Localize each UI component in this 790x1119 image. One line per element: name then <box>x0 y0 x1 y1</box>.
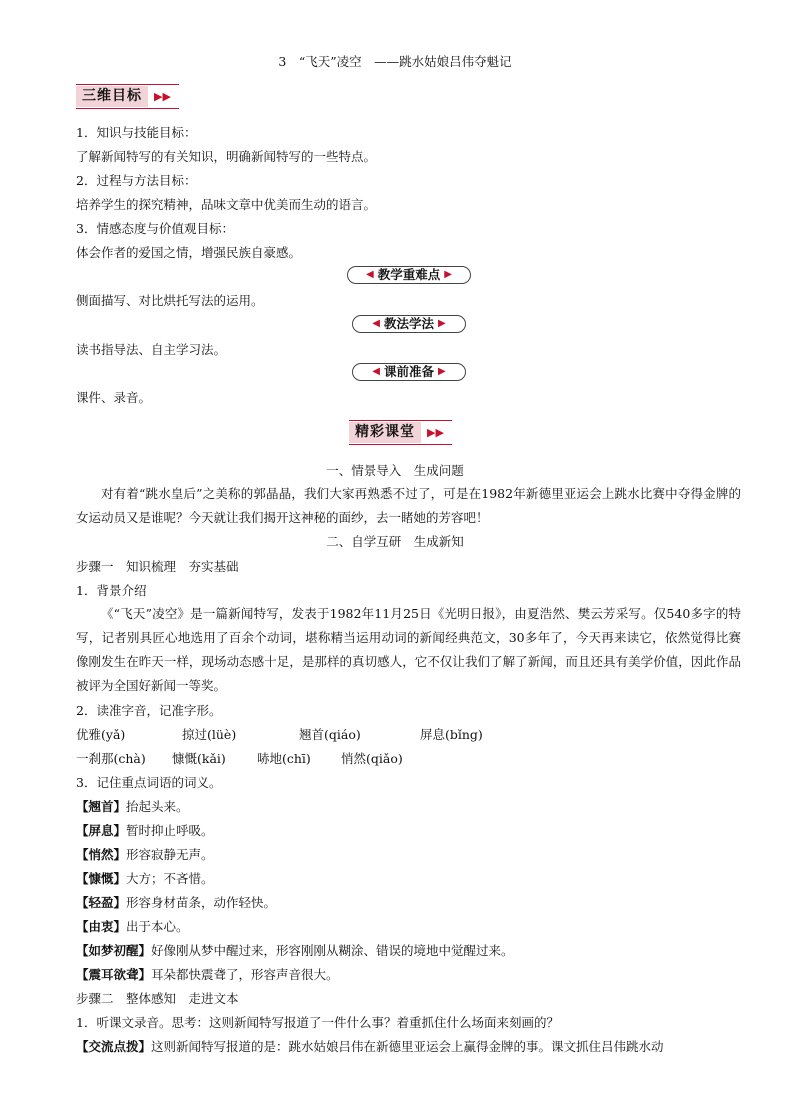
vocab-item <box>76 822 214 840</box>
method-text: 读书指导法、自主学习法。 <box>76 342 227 357</box>
vocab-definition: 形容身材苗条，动作轻快。 <box>126 895 277 910</box>
chevron-left-icon: ◀ <box>372 366 380 377</box>
page-title: 3 “飞天”凌空 ——跳水姑娘吕伟夺魁记 <box>278 54 512 69</box>
difficulty-text: 侧面描写、对比烘托写法的运用。 <box>76 293 264 308</box>
background-title: 1．背景介绍 <box>76 583 147 598</box>
chevron-right-icon: ▶ <box>444 269 452 280</box>
header-three-goals <box>76 84 179 109</box>
vocab-word: 【震耳欲聋】 <box>76 967 152 982</box>
chevron-left-icon: ◀ <box>366 269 374 280</box>
double-arrow-icon: ▶▶ <box>154 90 171 103</box>
goal-3-title: 3．情感态度与价值观目标： <box>76 221 234 236</box>
answer-line <box>76 1038 664 1056</box>
goal-1-text: 了解新闻特写的有关知识，明确新闻特写的一些特点。 <box>76 149 377 164</box>
pill-key-difficulty <box>347 266 471 284</box>
vocab-item <box>76 942 514 960</box>
answer-text: 这则新闻特写报道的是：跳水姑娘吕伟在新德里亚运会上赢得金牌的事。课文抓住吕伟跳水动 <box>151 1039 664 1054</box>
listen-question: 1．听课文录音。思考：这则新闻特写报道了一件什么事？着重抓住什么场面来刻画的？ <box>76 1015 559 1030</box>
vocab-definition: 出于本心。 <box>126 919 189 934</box>
header-classroom <box>349 420 452 445</box>
vocab-definition: 大方；不吝惜。 <box>126 871 214 886</box>
vocab-word: 【慷慨】 <box>76 871 127 886</box>
step-1-title: 步骤一 知识梳理 夯实基础 <box>76 559 239 574</box>
pron-item: 翘首(qiáo) <box>299 727 361 742</box>
chevron-right-icon: ▶ <box>438 366 446 377</box>
pill-label: 教学重难点 <box>377 267 441 282</box>
vocab-definition: 抬起头来。 <box>126 799 189 814</box>
vocab-word: 【悄然】 <box>76 847 127 862</box>
goal-1-title: 1．知识与技能目标： <box>76 125 197 140</box>
pill-preparation <box>352 363 466 381</box>
vocab-definition: 耳朵都快震聋了，形容声音很大。 <box>151 967 339 982</box>
vocab-definition: 好像刚从梦中醒过来，形容刚刚从糊涂、错误的境地中觉醒过来。 <box>151 943 514 958</box>
section-2-title: 二、自学互研 生成新知 <box>326 534 464 549</box>
double-arrow-icon: ▶▶ <box>427 426 444 439</box>
vocab-word: 【轻盈】 <box>76 895 127 910</box>
goal-2-title: 2．过程与方法目标： <box>76 173 197 188</box>
pron-item: 优雅(yǎ) <box>76 727 126 742</box>
vocab-item <box>76 870 214 888</box>
header-label: 三维目标 <box>76 86 148 107</box>
vocab-item <box>76 918 189 936</box>
vocab-item <box>76 798 189 816</box>
pron-item: 慷慨(kǎi) <box>172 751 226 766</box>
vocab-definition: 形容寂静无声。 <box>126 847 214 862</box>
goal-2-text: 培养学生的探究精神，品味文章中优美而生动的语言。 <box>76 197 377 212</box>
vocab-word: 【由衷】 <box>76 919 127 934</box>
header-label: 精彩课堂 <box>349 422 421 443</box>
vocab-word: 【如梦初醒】 <box>76 943 152 958</box>
pron-item: 哧地(chī) <box>257 751 311 766</box>
answer-label: 【交流点拨】 <box>76 1039 152 1054</box>
intro-paragraph: 对有着“跳水皇后”之美称的郭晶晶，我们大家再熟悉不过了，可是在1982年新德里亚运会上跳水比赛中夺得金牌的女运动员又是谁呢？今天就让我们揭开这神秘的面纱，去一睹她的芳容吧！ <box>76 486 741 525</box>
pron-item: 一刹那(chà) <box>76 751 146 766</box>
vocab-word: 【翘首】 <box>76 799 127 814</box>
pronunciation-title: 2．读准字音，记准字形。 <box>76 703 222 718</box>
goal-3-text: 体会作者的爱国之情，增强民族自豪感。 <box>76 245 302 260</box>
section-1-title: 一、情景导入 生成问题 <box>326 463 464 478</box>
chevron-left-icon: ◀ <box>372 318 380 329</box>
pron-item: 悄然(qiǎo) <box>341 751 403 766</box>
vocab-item <box>76 846 214 864</box>
background-paragraph: 《“飞天”凌空》是一篇新闻特写，发表于1982年11月25日《光明日报》，由夏浩然、樊云芳采写。仅540多字的特写，记者别具匠心地选用了百余个动词，堪称精当运用动词的新闻经典范文，30多年了，今天再来读它，依然觉得比赛像刚发生在昨天一样，现场动态感十足，是那样的真切感人，它不仅让我们了解了新闻，而且还具有美学价值，因此作品被评为全国好新闻一等奖。 <box>76 606 741 693</box>
step-2-title: 步骤二 整体感知 走进文本 <box>76 991 239 1006</box>
chevron-right-icon: ▶ <box>438 318 446 329</box>
vocab-item <box>76 966 339 984</box>
pill-teaching-method <box>352 315 466 333</box>
vocab-word: 【屏息】 <box>76 823 127 838</box>
pill-label: 教法学法 <box>383 316 434 331</box>
prep-text: 课件、录音。 <box>76 390 152 405</box>
vocab-item <box>76 894 276 912</box>
pill-label: 课前准备 <box>383 364 434 379</box>
pron-item: 屏息(bǐng) <box>420 727 483 742</box>
pron-item: 掠过(lüè) <box>182 727 237 742</box>
vocab-title: 3．记住重点词语的词义。 <box>76 775 222 790</box>
vocab-definition: 暂时抑止呼吸。 <box>126 823 214 838</box>
